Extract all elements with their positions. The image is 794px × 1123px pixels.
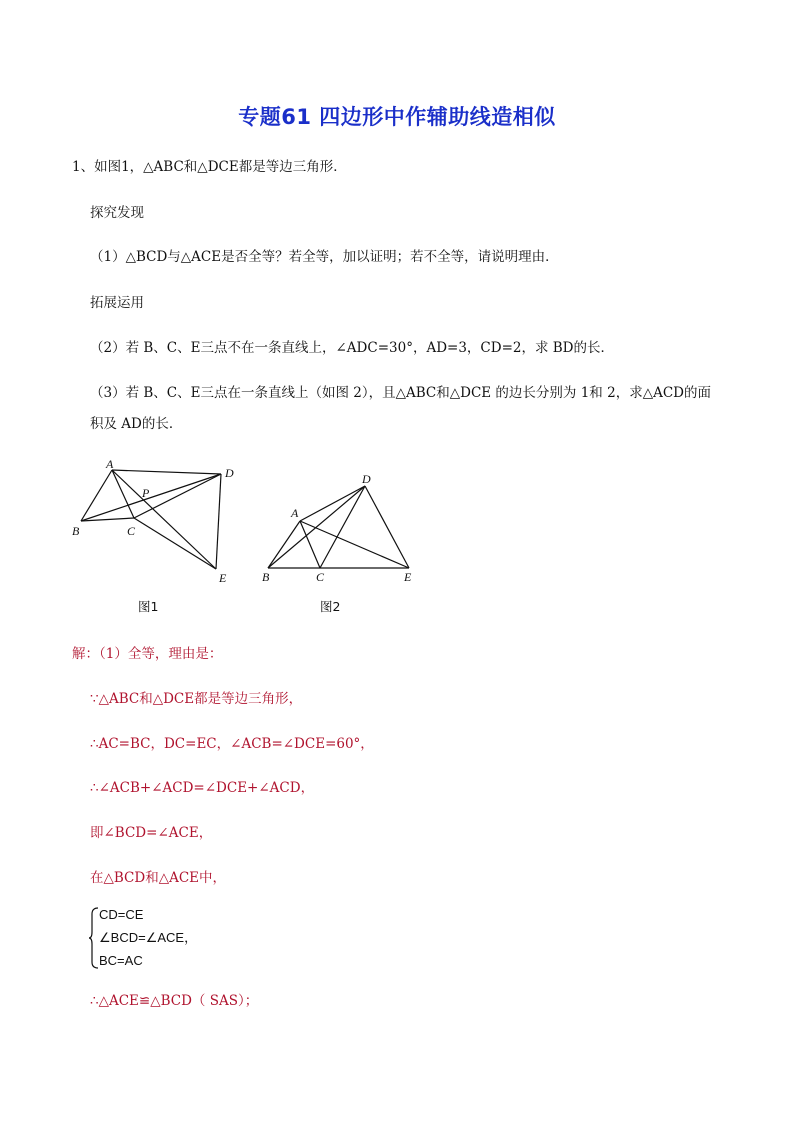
figure-1-caption: 图1 bbox=[138, 599, 159, 614]
fig1-label-d: D bbox=[225, 466, 234, 480]
solution-step-5: 在△BCD和△ACE中， bbox=[90, 870, 227, 886]
page-title: 专题61 四边形中作辅助线造相似 bbox=[238, 105, 556, 129]
system-line-3: BC=AC bbox=[99, 953, 143, 968]
fig2-label-e: E bbox=[404, 570, 412, 584]
fig1-segment-ab bbox=[81, 470, 112, 521]
fig1-segment-ad bbox=[112, 470, 221, 474]
fig2-label-b: B bbox=[262, 570, 270, 584]
figure-2 bbox=[252, 462, 432, 590]
section-explore-heading: 探究发现 bbox=[90, 205, 144, 221]
fig2-label-a: A bbox=[291, 506, 299, 520]
problem-intro: 1、如图1，△ABC和△DCE都是等边三角形． bbox=[72, 159, 347, 175]
fig2-label-c: C bbox=[316, 570, 325, 584]
system-line-1: CD=CE bbox=[99, 907, 144, 922]
solution-heading: 解：（1）全等，理由是： bbox=[72, 646, 223, 662]
fig1-segment-ac bbox=[112, 470, 134, 518]
fig1-label-e: E bbox=[219, 571, 227, 585]
fig2-label-d: D bbox=[362, 472, 371, 486]
solution-step-3: ∴∠ACB+∠ACD=∠DCE+∠ACD， bbox=[90, 780, 315, 796]
question-3-line-1: （3）若 B、C、E三点在一条直线上（如图 2），且△ABC和△DCE 的边长分别为 1和 2，求△ACD的面 bbox=[90, 385, 711, 401]
question-3-line-2: 积及 AD的长． bbox=[90, 416, 183, 432]
section-extend-heading: 拓展运用 bbox=[90, 295, 144, 311]
fig1-label-p: P bbox=[142, 486, 150, 500]
fig1-label-b: B bbox=[72, 524, 80, 538]
system-line-2: ∠BCD=∠ACE， bbox=[99, 930, 198, 945]
solution-step-1: ∵△ABC和△DCE都是等边三角形， bbox=[90, 691, 303, 707]
fig1-label-a: A bbox=[106, 457, 114, 471]
fig2-segment-de bbox=[365, 486, 409, 568]
fig1-segment-bd bbox=[81, 474, 221, 521]
solution-conclusion: ∴△ACE≌△BCD（ SAS）； bbox=[90, 993, 259, 1009]
solution-step-4: 即∠BCD=∠ACE， bbox=[90, 825, 213, 841]
question-2: （2）若 B、C、E三点不在一条直线上，∠ADC=30°，AD=3，CD=2，求 BD的长． bbox=[90, 340, 615, 356]
question-1: （1）△BCD与△ACE是否全等？若全等，加以证明；若不全等，请说明理由． bbox=[90, 249, 559, 265]
fig2-segment-bd bbox=[268, 486, 365, 568]
fig1-segment-de bbox=[216, 474, 221, 569]
solution-step-2: ∴AC=BC，DC=EC，∠ACB=∠DCE=60°， bbox=[90, 736, 374, 752]
fig1-segment-ce bbox=[134, 518, 216, 569]
figure-2-caption: 图2 bbox=[320, 599, 341, 614]
fig1-label-c: C bbox=[127, 524, 136, 538]
figure-1 bbox=[68, 452, 248, 592]
